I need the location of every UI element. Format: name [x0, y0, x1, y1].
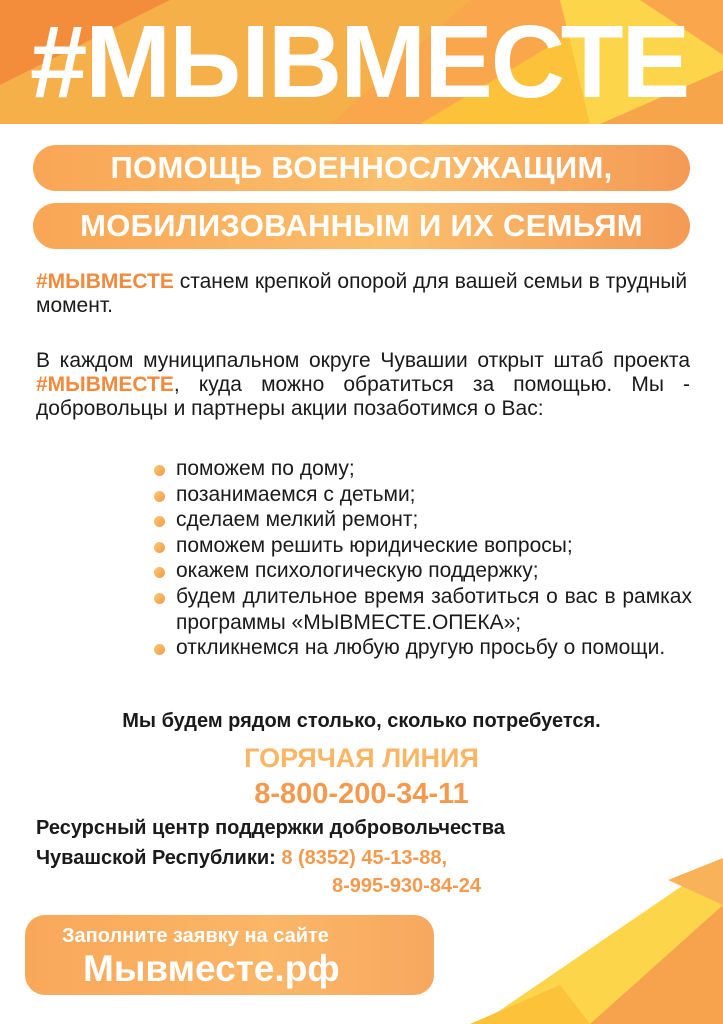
hashtag-highlight: #МЫВМЕСТЕ — [36, 373, 174, 396]
info-paragraph — [36, 349, 690, 421]
intro-text: станем крепкой опорой для вашей семьи в трудный момент. — [36, 270, 688, 317]
hashtag-highlight: #МЫВМЕСТЕ — [36, 270, 174, 293]
resource-center-phone-1: 8 (8352) 45-13-88, — [281, 847, 448, 869]
list-item: поможем решить юридические вопросы; — [152, 533, 692, 559]
banner-military-help — [33, 145, 690, 191]
list-item: будем длительное время заботиться о вас в рамках программы «МЫВМЕСТЕ.ОПЕКА»; — [152, 584, 692, 635]
together-statement: Мы будем рядом столько, сколько потребуется. — [122, 710, 601, 732]
list-item: поможем по дому; — [152, 456, 692, 482]
hotline-label: ГОРЯЧАЯ ЛИНИЯ — [244, 743, 479, 773]
banner-text: МОБИЛИЗОВАННЫМ И ИХ СЕМЬЯМ — [80, 208, 643, 243]
list-item: окажем психологическую поддержку; — [152, 558, 692, 584]
headline-hashtag: #МЫВМЕСТЕ — [30, 4, 689, 119]
info-text-before: В каждом муниципальном округе Чувашии открыт штаб проекта — [36, 349, 690, 372]
cta-subtitle: Заполните заявку на сайте — [62, 925, 329, 947]
intro-paragraph — [36, 270, 690, 318]
hotline-phone: 8-800-200-34-11 — [254, 778, 469, 810]
list-item: сделаем мелкий ремонт; — [152, 507, 692, 533]
info-text-after: , куда можно обратиться за помощью. Мы - добровольцы и партнеры акции позаботимся о Вас: — [36, 373, 690, 420]
resource-center-name: Ресурсный центр поддержки добровольчества — [36, 817, 505, 839]
list-item: позанимаемся с детьми; — [152, 482, 692, 508]
banner-mobilized-families — [33, 203, 690, 249]
cta-website: Мывместе.рф — [83, 948, 340, 989]
website-application-button[interactable] — [25, 915, 434, 995]
banner-text: ПОМОЩЬ ВОЕННОСЛУЖАЩИМ, — [110, 150, 613, 185]
help-list — [152, 456, 692, 661]
resource-center-phone-2: 8-995-930-84-24 — [332, 875, 481, 897]
resource-center-region — [36, 845, 696, 871]
resource-center-region-label: Чувашской Республики: — [36, 847, 282, 869]
list-item: откликнемся на любую другую просьбу о помощи. — [152, 635, 692, 661]
